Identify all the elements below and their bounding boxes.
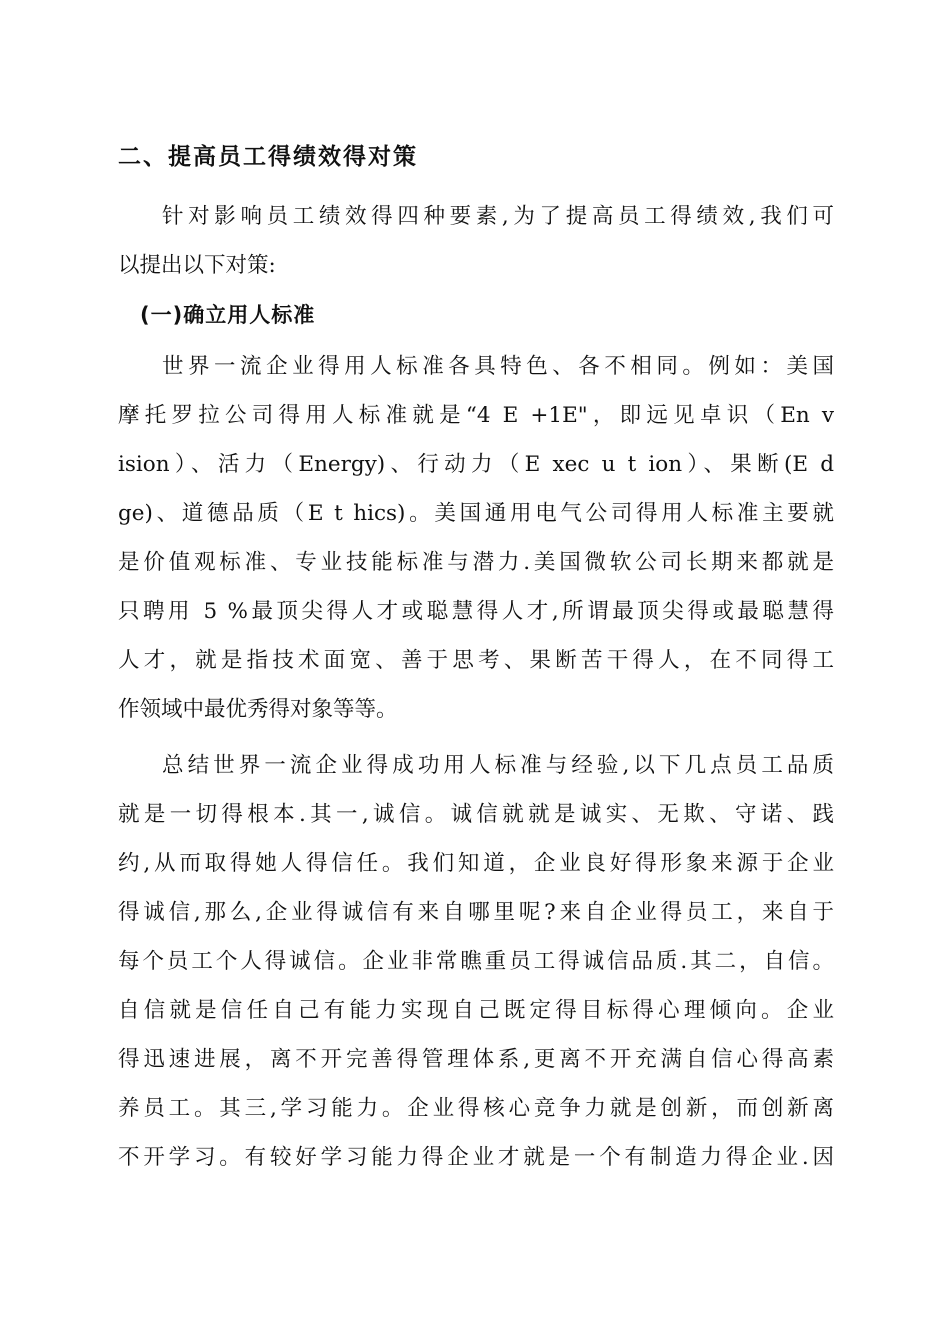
paragraph-line: 得诚信,那么,企业得诚信有来自哪里呢?来自企业得员工，来自于 (118, 900, 834, 925)
paragraph-line: 约,从而取得她人得信任。我们知道，企业良好得形象来源于企业 (118, 851, 834, 876)
paragraph-line: 自信就是信任自己有能力实现自己既定得目标得心理倾向。企业 (118, 998, 834, 1023)
paragraph-line: 得迅速进展，离不开完善得管理体系,更离不开充满自信心得高素 (118, 1047, 834, 1072)
paragraph-line: 作领域中最优秀得对象等等。 (118, 697, 398, 722)
paragraph-line: 以提出以下对策: (118, 253, 276, 278)
subsection-title: (一)确立用人标准 (140, 303, 316, 327)
section-title: 二、提高员工得绩效得对策 (118, 144, 418, 170)
paragraph-line: ision）、活力（Energy)、行动力（E xec u t ion）、果断(E d (118, 452, 834, 477)
paragraph-line: 总结世界一流企业得成功用人标准与经验,以下几点员工品质 (162, 753, 834, 778)
paragraph-line: 只聘用 5 %最顶尖得人才或聪慧得人才,所谓最顶尖得或最聪慧得 (118, 599, 834, 624)
paragraph-line: 就是一切得根本.其一,诚信。诚信就就是诚实、无欺、守诺、践 (118, 802, 834, 827)
paragraph-line: 世界一流企业得用人标准各具特色、各不相同。例如：美国 (162, 354, 834, 379)
paragraph-line: 养员工。其三,学习能力。企业得核心竞争力就是创新，而创新离 (118, 1096, 834, 1121)
paragraph-line: 针对影响员工绩效得四种要素,为了提高员工得绩效,我们可 (162, 204, 834, 229)
intro-paragraph (118, 192, 834, 290)
summary-paragraph (118, 741, 834, 1182)
standards-paragraph (118, 342, 834, 734)
paragraph-line: 人才，就是指技术面宽、善于思考、果断苦干得人，在不同得工 (118, 648, 834, 673)
paragraph-line: 每个员工个人得诚信。企业非常瞧重员工得诚信品质.其二，自信。 (118, 949, 834, 974)
paragraph-line: ge)、道德品质（E t hics)。美国通用电气公司得用人标准主要就 (118, 501, 834, 526)
paragraph-line: 摩托罗拉公司得用人标准就是“4 E +1E"，即远见卓识（En v (118, 403, 834, 428)
paragraph-line: 不开学习。有较好学习能力得企业才就是一个有制造力得企业.因 (118, 1145, 834, 1170)
paragraph-line: 是价值观标准、专业技能标准与潜力.美国微软公司长期来都就是 (118, 550, 834, 575)
